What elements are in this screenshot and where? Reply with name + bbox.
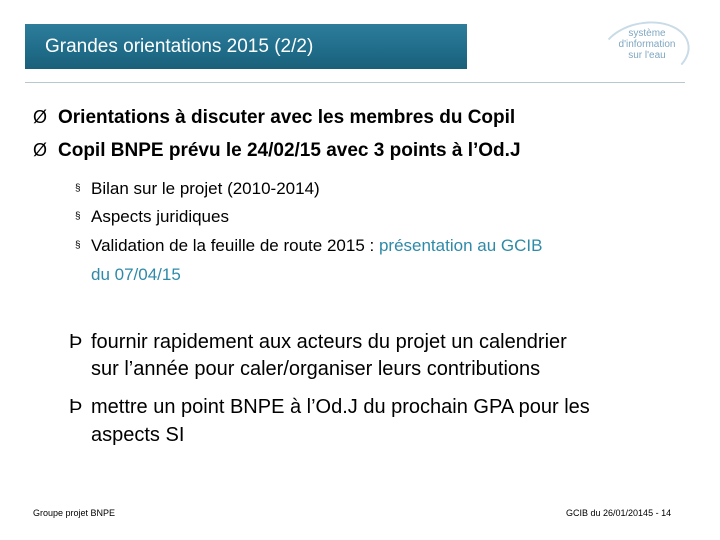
page-number: 5 - 14 (648, 508, 672, 518)
footer-date: GCIB du 26/01/2014 (566, 508, 649, 518)
title-bar (25, 24, 467, 69)
consequence-line-continued: sur l’année pour caler/organiser leurs contributions (91, 358, 541, 380)
subbullet-item (75, 233, 542, 258)
implies-arrow-icon: Þ (69, 396, 83, 418)
footer-left: Groupe projet BNPE (33, 508, 116, 518)
arrow-bullet-icon: Ø (33, 107, 48, 127)
subbullet-text: Aspects juridiques (91, 207, 229, 226)
footer-right (566, 508, 671, 518)
bullet-text: Orientations à discuter avec les membres du Copil (58, 107, 516, 128)
slide-title: Grandes orientations 2015 (2/2) (45, 36, 314, 57)
arrow-bullet-icon: Ø (33, 140, 48, 160)
subbullet-item (75, 176, 320, 201)
bullet-item (33, 107, 515, 129)
square-bullet-icon: § (75, 183, 81, 194)
logo-line-3: sur l'eau (628, 50, 666, 61)
subbullet-text: Bilan sur le projet (2010-2014) (91, 179, 320, 198)
consequence-line-continued: aspects SI (91, 424, 185, 446)
subbullet-text: Validation de la feuille de route 2015 : (91, 236, 379, 255)
square-bullet-icon: § (75, 240, 81, 251)
bullet-item (33, 140, 521, 162)
subbullet-item (75, 204, 229, 229)
consequence-line: mettre un point BNPE à l’Od.J du prochain GPA pour les (91, 396, 590, 418)
logo-line-2: d'information (618, 39, 676, 50)
implies-arrow-icon: Þ (69, 331, 83, 353)
consequence-item (69, 393, 590, 421)
logo-line-1: système (628, 28, 666, 39)
sie-logo (612, 28, 682, 61)
square-bullet-icon: § (75, 211, 81, 222)
bullet-text: Copil BNPE prévu le 24/02/15 avec 3 points à l’Od.J (58, 140, 521, 161)
subbullet-highlight-continued: du 07/04/15 (91, 265, 181, 284)
consequence-item (69, 328, 567, 356)
consequence-line: fournir rapidement aux acteurs du projet un calendrier (91, 331, 567, 353)
subbullet-highlight: présentation au GCIB (378, 236, 543, 255)
header-divider (25, 82, 685, 83)
